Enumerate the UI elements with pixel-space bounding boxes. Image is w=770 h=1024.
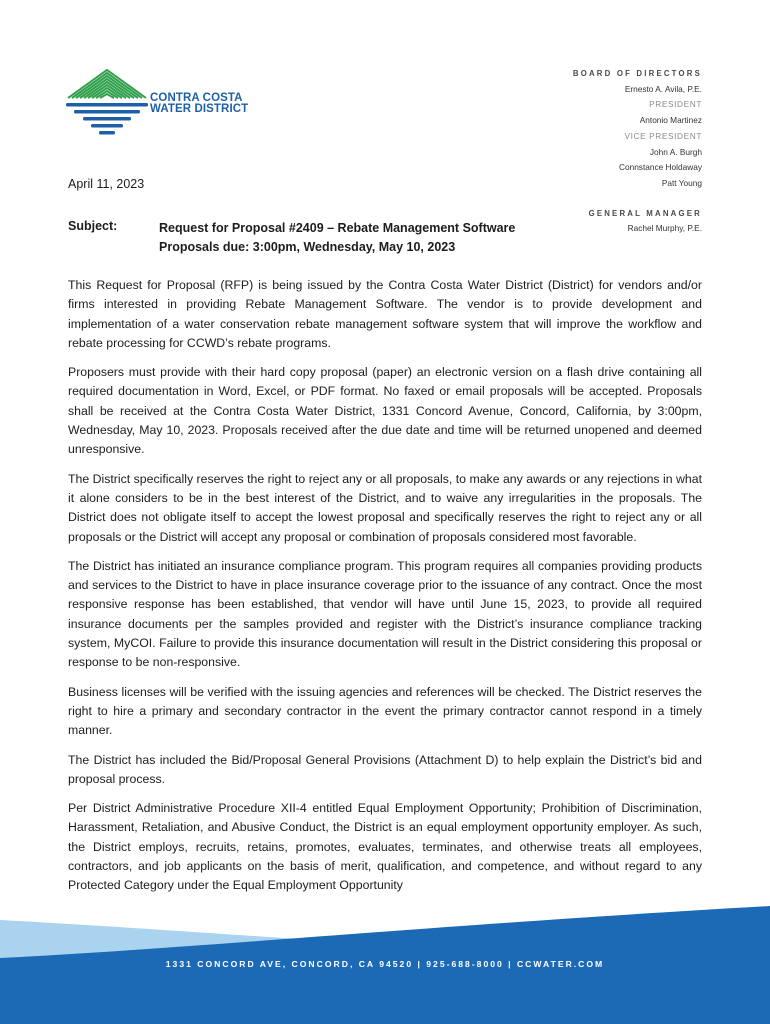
board-member-role: PRESIDENT <box>649 99 702 110</box>
board-member-name: Ernesto A. Avila, P.E. <box>624 83 702 94</box>
body-paragraph: This Request for Proposal (RFP) is being issued by the Contra Costa Water District (District) for vendors and/or firms interested in providing Rebate Management Software. The vendor is to provide development and implementation of a water conservation rebate management software system that will improve the workflow and rebate processing for CCWD’s rebate programs. <box>68 278 702 350</box>
district-name-line2: WATER DISTRICT <box>150 102 249 115</box>
subject-line: Request for Proposal #2409 – Rebate Management Software <box>159 221 516 235</box>
letter-date: April 11, 2023 <box>68 177 145 191</box>
board-heading: BOARD OF DIRECTORS <box>572 69 702 78</box>
body-paragraph: Proposers must provide with their hard copy proposal (paper) an electronic version on a flash drive containing all required documentation in Word, Excel, or PDF format. No faxed or email proposals will be accepted. Proposals shall be received at the Contra Costa Water District, 1331 Concord Avenue, Concord, California, by 3:00pm, Wednesday, May 10, 2023. Proposals received after the due date and time will be returned unopened and deemed unresponsive. <box>68 365 702 457</box>
body-paragraph: Business licenses will be verified with the issuing agencies and references will be checked. The District reserves the right to hire a primary and secondary contractor in the event the primary contractor cannot respond in a timely manner. <box>68 684 702 738</box>
general-manager-name: Rachel Murphy, P.E. <box>627 223 702 234</box>
district-logo <box>66 66 266 142</box>
footer-address: 1331 CONCORD AVE, CONCORD, CA 94520 | 925-688-8000 | CCWATER.COM <box>165 959 605 969</box>
general-manager-heading: GENERAL MANAGER <box>588 208 702 218</box>
due-date-line: Proposals due: 3:00pm, Wednesday, May 10, 2023 <box>159 240 456 254</box>
body-paragraph: The District has initiated an insurance compliance program. This program requires all companies providing products and services to the District to have in place insurance coverage prior to the issuance of any contract. Once the most responsive response has been established, that vendor will have until June 15, 2023, to provide all required insurance documents per the samples provided and register with the District’s insurance compliance tracking system, MyCOI. Failure to provide this insurance documentation will result in the District considering this proposal or response to be non-responsive. <box>68 558 702 670</box>
board-member-name: Antonio Martinez <box>639 115 702 126</box>
district-name <box>150 93 248 114</box>
board-member-name: Patt Young <box>661 177 702 188</box>
board-member-role: VICE PRESIDENT <box>624 130 702 141</box>
subject-text <box>159 219 515 257</box>
footer-band <box>0 900 770 1024</box>
board-of-directors <box>573 66 702 237</box>
letter-body <box>68 276 702 906</box>
body-paragraph: Per District Administrative Procedure XII-4 entitled Equal Employment Opportunity; Prohibition of Discrimination, Harassment, Retaliation, and Abusive Conduct, the District is an equal employment opportunity employer. As such, the District employs, recruits, retains, promotes, evaluates, terminates, and otherwise treats all employees, contractors, and job applicants on the basis of merit, qualification, and competence, and without regard to any Protected Category under the Equal Employment Opportunity <box>68 801 702 893</box>
subject-label: Subject: <box>68 219 118 233</box>
mountain-water-icon <box>66 66 150 142</box>
board-member-name: John A. Burgh <box>649 146 702 157</box>
body-paragraph: The District specifically reserves the right to reject any or all proposals, to make any awards or any rejections in what it alone considers to be in the best interest of the District, and to waive any irregularities in the proposals. The District does not obligate itself to accept the lowest proposal and specifically reserves the right to reject any or all proposals or the District will accept any proposal or combination of proposals considered most favorable. <box>68 471 702 544</box>
district-name-line1: CONTRA COSTA <box>150 92 243 104</box>
board-member-name: Connstance Holdaway <box>618 162 702 173</box>
body-paragraph: The District has included the Bid/Proposal General Provisions (Attachment D) to help explain the District’s bid and proposal process. <box>68 752 702 786</box>
